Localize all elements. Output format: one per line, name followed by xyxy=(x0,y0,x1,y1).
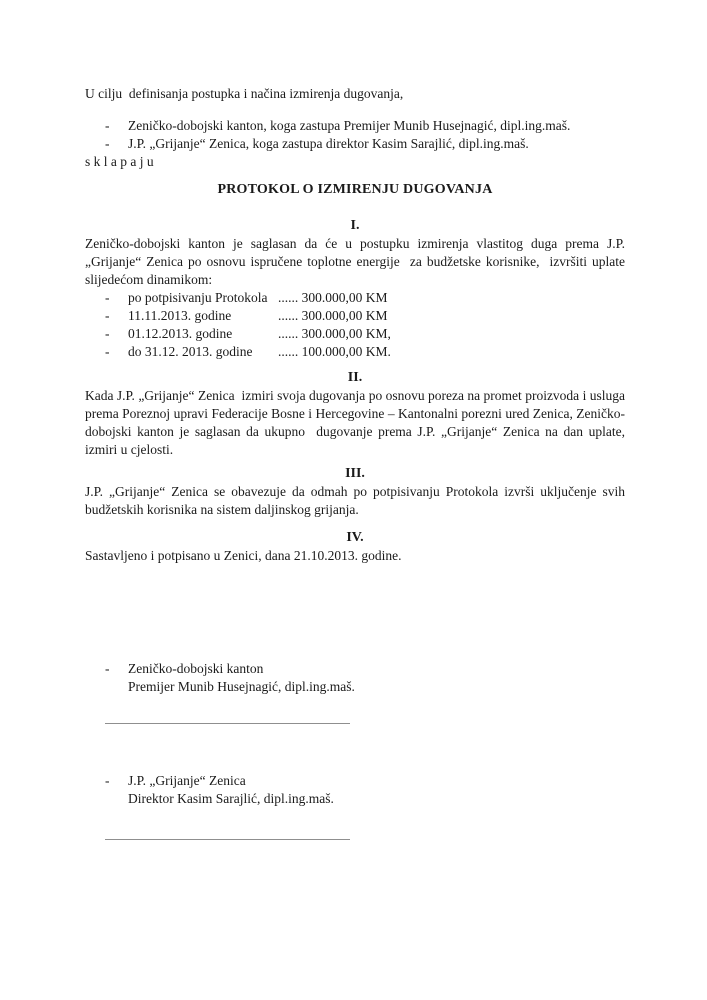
signature-line-1 xyxy=(105,723,350,724)
payment-label: do 31.12. 2013. godine xyxy=(128,344,253,359)
section-4-heading: IV. xyxy=(346,530,364,545)
payment-label: po potpisivanju Protokola xyxy=(128,290,268,305)
payment-amount: ...... 300.000,00 KM xyxy=(278,308,388,323)
section-3-heading: III. xyxy=(345,466,365,481)
payment-amount: ...... 300.000,00 KM, xyxy=(278,326,391,341)
payment-row xyxy=(85,343,625,361)
dash-marker xyxy=(105,135,128,153)
signature-text-2 xyxy=(128,772,334,808)
payment-row xyxy=(85,307,625,325)
parties-list xyxy=(85,117,625,153)
signature-party: J.P. „Grijanje“ Zenica xyxy=(128,773,246,788)
dash-marker xyxy=(105,325,128,343)
party-item xyxy=(85,117,625,135)
party-text: Zeničko-dobojski kanton, koga zastupa Premijer Munib Husejnagić, dipl.ing.maš. xyxy=(128,118,571,133)
payment-label: 01.12.2013. godine xyxy=(128,326,233,341)
payment-amount: ...... 100.000,00 KM. xyxy=(278,344,391,359)
payment-schedule xyxy=(85,289,625,361)
signature-block-2 xyxy=(85,772,625,808)
section-1-body: Zeničko-dobojski kanton je saglasan da će u postupku izmirenja vlastitog duga prema J.P. „Grijanje“ Zenica po osnovu ispručene toplotne energije za budžetske korisnike, izvršiti uplate slijedećom dinamikom: xyxy=(85,236,629,287)
payment-row xyxy=(85,289,625,307)
section-2-body: Kada J.P. „Grijanje“ Zenica izmiri svoja dugovanja po osnovu poreza na promet proizvoda i usluga prema Poreznoj upravi Federacije Bosne i Hercegovine – Kantonalni porezni ured Zenica, Zeničko-dobojski kanton je saglasan da ukupno dugovanje prema J.P. „Grijanje“ Zenica na dan uplate, izmiri u cjelosti. xyxy=(85,388,632,457)
dash-marker xyxy=(105,307,128,325)
party-item xyxy=(85,135,625,153)
signature-line-2 xyxy=(105,839,350,840)
dash-marker xyxy=(105,772,128,808)
intro-paragraph: U cilju definisanja postupka i načina izmirenja dugovanja, xyxy=(85,86,404,101)
dash-marker xyxy=(105,343,128,361)
section-1-heading: I. xyxy=(350,218,360,233)
payment-row xyxy=(85,325,625,343)
dash-marker xyxy=(105,660,128,696)
dash-marker xyxy=(105,117,128,135)
section-4-body: Sastavljeno i potpisano u Zenici, dana 21.10.2013. godine. xyxy=(85,548,402,563)
sklapaju-text: s k l a p a j u xyxy=(85,154,154,169)
document-content xyxy=(85,85,632,840)
document-title: PROTOKOL O IZMIRENJU DUGOVANJA xyxy=(217,182,493,197)
payment-label: 11.11.2013. godine xyxy=(128,308,232,323)
signature-signer: Direktor Kasim Sarajlić, dipl.ing.maš. xyxy=(128,791,334,806)
signature-block-1 xyxy=(85,660,625,696)
payment-amount: ...... 300.000,00 KM xyxy=(278,290,388,305)
signature-party: Zeničko-dobojski kanton xyxy=(128,661,264,676)
signature-signer: Premijer Munib Husejnagić, dipl.ing.maš. xyxy=(128,679,355,694)
party-text: J.P. „Grijanje“ Zenica, koga zastupa direktor Kasim Sarajlić, dipl.ing.maš. xyxy=(128,136,529,151)
signature-text-1 xyxy=(128,660,355,696)
dash-marker xyxy=(105,289,128,307)
section-3-body: J.P. „Grijanje“ Zenica se obavezuje da odmah po potpisivanju Protokola izvrši uključenje svih budžetskih korisnika na sistem daljinskog grijanja. xyxy=(85,484,629,517)
section-2-heading: II. xyxy=(347,370,363,385)
